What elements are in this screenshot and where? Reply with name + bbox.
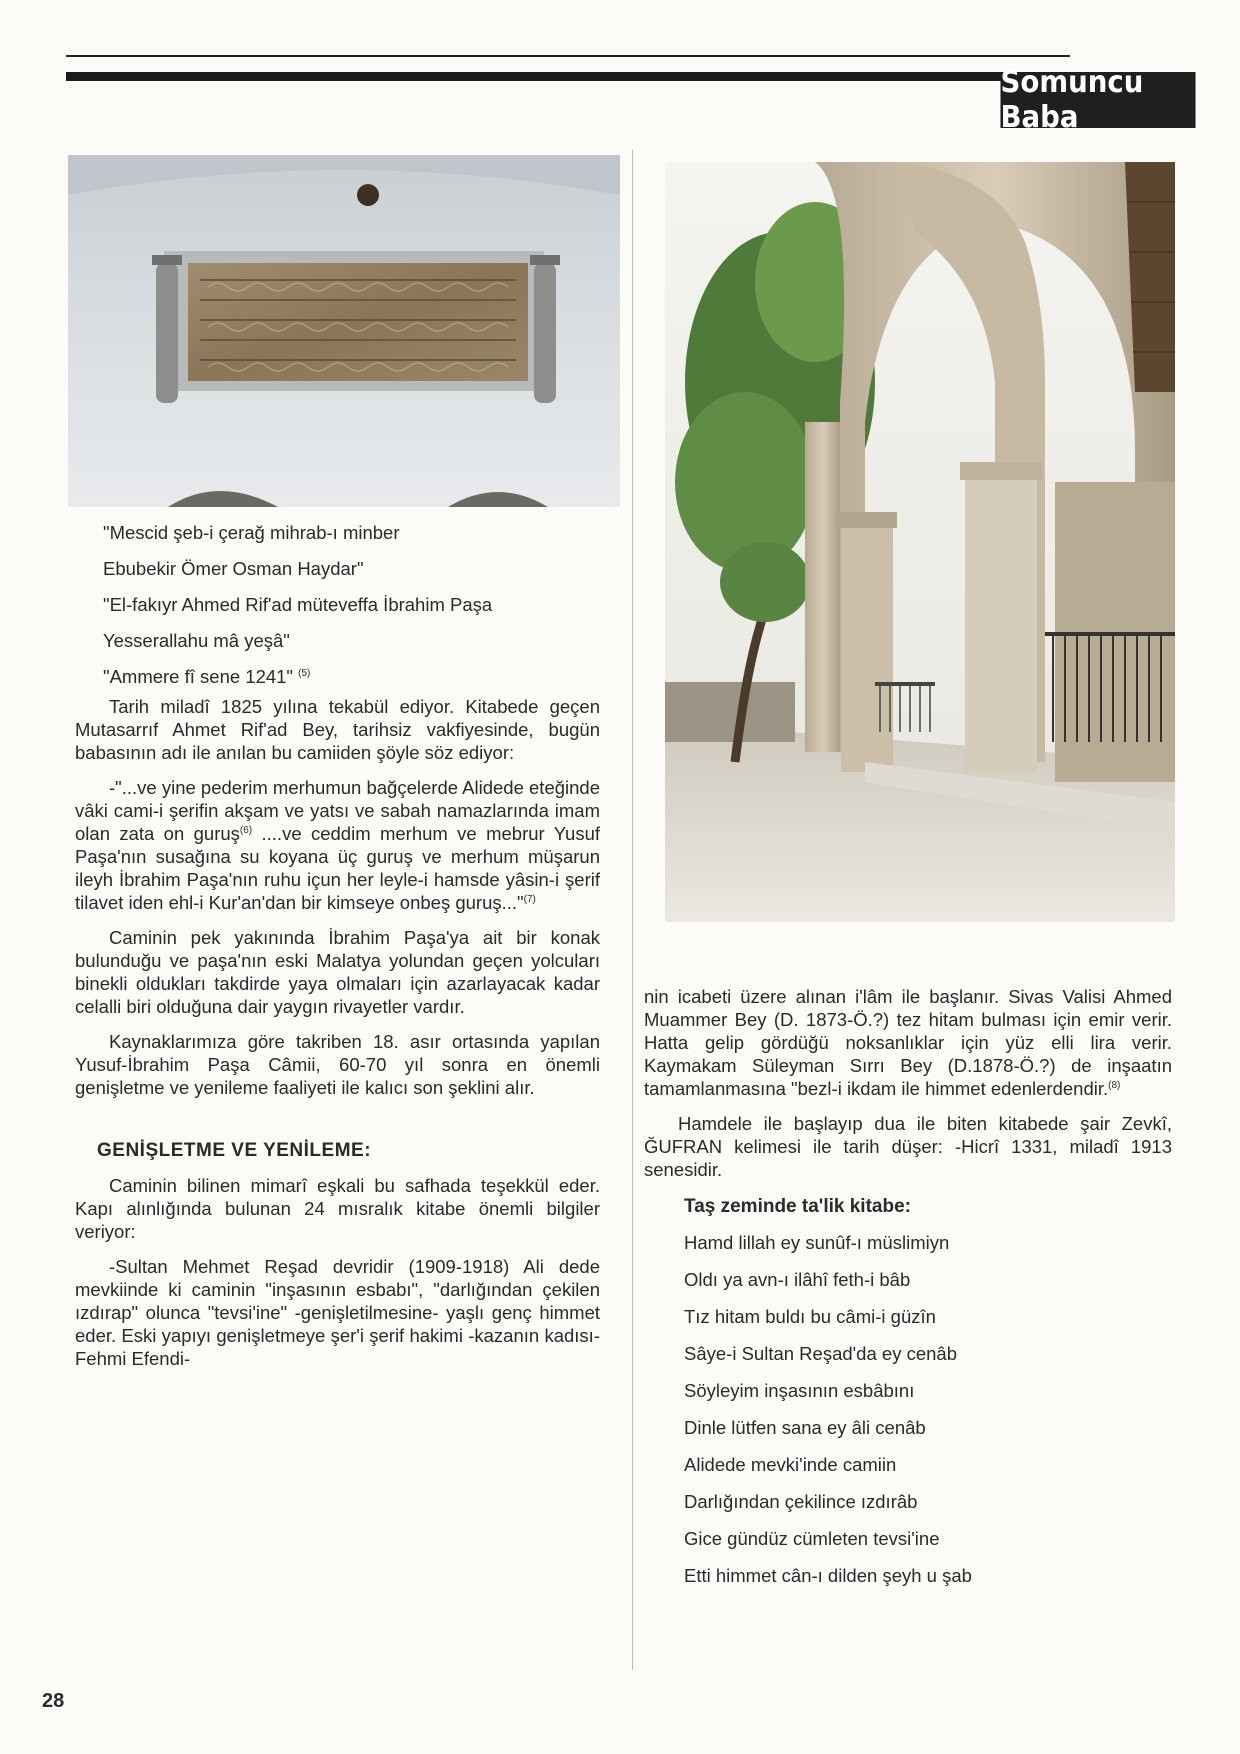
- right-text-column: [644, 985, 1172, 1594]
- footnote-ref: (6): [239, 824, 253, 836]
- paragraph: Tarih miladî 1825 yılına tekabül ediyor. Kitabede geçen Mutasarrıf Ahmet Rif'ad Bey, tarihsiz vakfiyesinde, bugün babasının adı ile anılan bu camiiden şöyle söz ediyor:: [75, 696, 600, 763]
- kitabe-verse-line: Sâye-i Sultan Reşad'da ey cenâb: [684, 1343, 957, 1364]
- header-rule-thin: [66, 55, 1070, 57]
- kitabe-verse-line: Tız hitam buldı bu câmi-i güzîn: [684, 1306, 936, 1327]
- footnote-ref: (8): [1108, 1079, 1121, 1091]
- sub-heading: Taş zeminde ta'lik kitabe:: [684, 1196, 911, 1217]
- column-divider: [632, 150, 633, 1670]
- inscription-verse-line: Ebubekir Ömer Osman Haydar": [103, 558, 364, 579]
- inscription-verse-line: "El-fakıyr Ahmed Rif'ad müteveffa İbrahim Paşa: [103, 594, 493, 615]
- paragraph: Kaynaklarımıza göre takriben 18. asır ortasında yapılan Yusuf-İbrahim Paşa Câmii, 60-70 yıl sonra en önemli genişletme ve yenileme faaliyeti ile kalıcı son şeklini alır.: [75, 1031, 600, 1098]
- inscription-verse-line: "Ammere fî sene 1241" $^{(5)}$: [103, 666, 311, 687]
- section-heading: GENİŞLETME VE YENİLEME:: [97, 1140, 372, 1161]
- kitabe-verse-line: Alidede mevki'inde camiin: [684, 1454, 897, 1475]
- kitabe-verse-line: Dinle lütfen sana ey âli cenâb: [684, 1417, 926, 1438]
- kitabe-verse-line: Darlığından çekilince ızdırâb: [684, 1491, 918, 1512]
- kitabe-verse-line: Etti himmet cân-ı dilden şeyh u şab: [684, 1565, 972, 1586]
- magazine-title-badge: Somuncu Baba: [1000, 72, 1195, 128]
- kitabe-verse-line: Hamd lillah ey sunûf-ı müslimiyn: [684, 1232, 950, 1253]
- paragraph: -Sultan Mehmet Reşad devridir (1909-1918) Ali dede mevkiinde ki caminin "inşasının esbabı", "darlığından çekilen ızdırap" olunca "tevsi'ine" -genişletilmesine- yaşlı genç himmet eder. Eski yapıyı genişletmeye şer'i şerif hakimi -kazanın kadısı- Fehmi Efendi-: [75, 1256, 600, 1369]
- kitabe-verse-line: Gice gündüz cümleten tevsi'ine: [684, 1528, 940, 1549]
- paragraph: nin icabeti üzere alınan i'lâm ile başlanır. Sivas Valisi Ahmed Muammer Bey (D. 1873-Ö.?) tez hitam bulması için emir verir. Hatta gelip gördüğü noksanlıklar için yüz elli lira verir. Kaymakam Süleyman Sırrı Bey (D.1878-Ö.?) de inşaatın tamamlanmasına "bezl-i ikdam ile himmet edenlerdendir.$^{(8)}$: [644, 986, 1172, 1099]
- header-rule-thick: [66, 72, 1066, 81]
- inscription-tablet-photo: [68, 155, 620, 507]
- footnote-ref: (5): [298, 667, 311, 679]
- paragraph: Caminin pek yakınında İbrahim Paşa'ya ait bir konak bulunduğu ve paşa'nın eski Malatya yolundan geçen yolcuları binekli oldukları takdirde yaya olmaları için azarlayacak kadar celalli biri olduğuna dair yaygın rivayetler vardır.: [75, 927, 600, 1017]
- paragraph: Caminin bilinen mimarî eşkali bu safhada teşekkül eder. Kapı alınlığında bulunan 24 mısralık kitabe önemli bilgiler veriyor:: [75, 1175, 600, 1242]
- paragraph: Hamdele ile başlayıp dua ile biten kitabede şair Zevkî, ĞUFRAN kelimesi ile tarih düşer: -Hicrî 1331, miladî 1913 senesidir.: [644, 1113, 1172, 1180]
- footnote-ref: (7): [523, 893, 536, 905]
- inscription-verse-line: "Mescid şeb-i çerağ mihrab-ı minber: [103, 522, 400, 543]
- inscription-verse-line: Yesserallahu mâ yeşâ": [103, 630, 290, 651]
- left-text-column: [75, 515, 600, 1370]
- page-number: 28: [42, 1690, 65, 1712]
- quote-paragraph: -"...ve yine pederim merhumun bağçelerde Alidede eteğinde vâki cami-i şerifin akşam ve yatsı ve sabah namazlarında imam olan zata on guruş$^{(6)}$ ....ve ceddim merhum ve mebrur Yusuf Paşa'nın susağına su koyana üç guruş ve merhum müşarun ileyh İbrahim Paşa'nın ruhu içun her leyle-i hamsde yâsin-i şerif tilavet iden ehl-i Kur'an'dan bir kimseye onbeş guruş..."$^{(7)}$: [75, 777, 601, 913]
- mosque-portico-photo: [665, 162, 1175, 922]
- kitabe-verse-line: Oldı ya avn-ı ilâhî feth-i bâb: [684, 1269, 911, 1290]
- kitabe-verse-line: Söyleyim inşasının esbâbını: [684, 1380, 915, 1401]
